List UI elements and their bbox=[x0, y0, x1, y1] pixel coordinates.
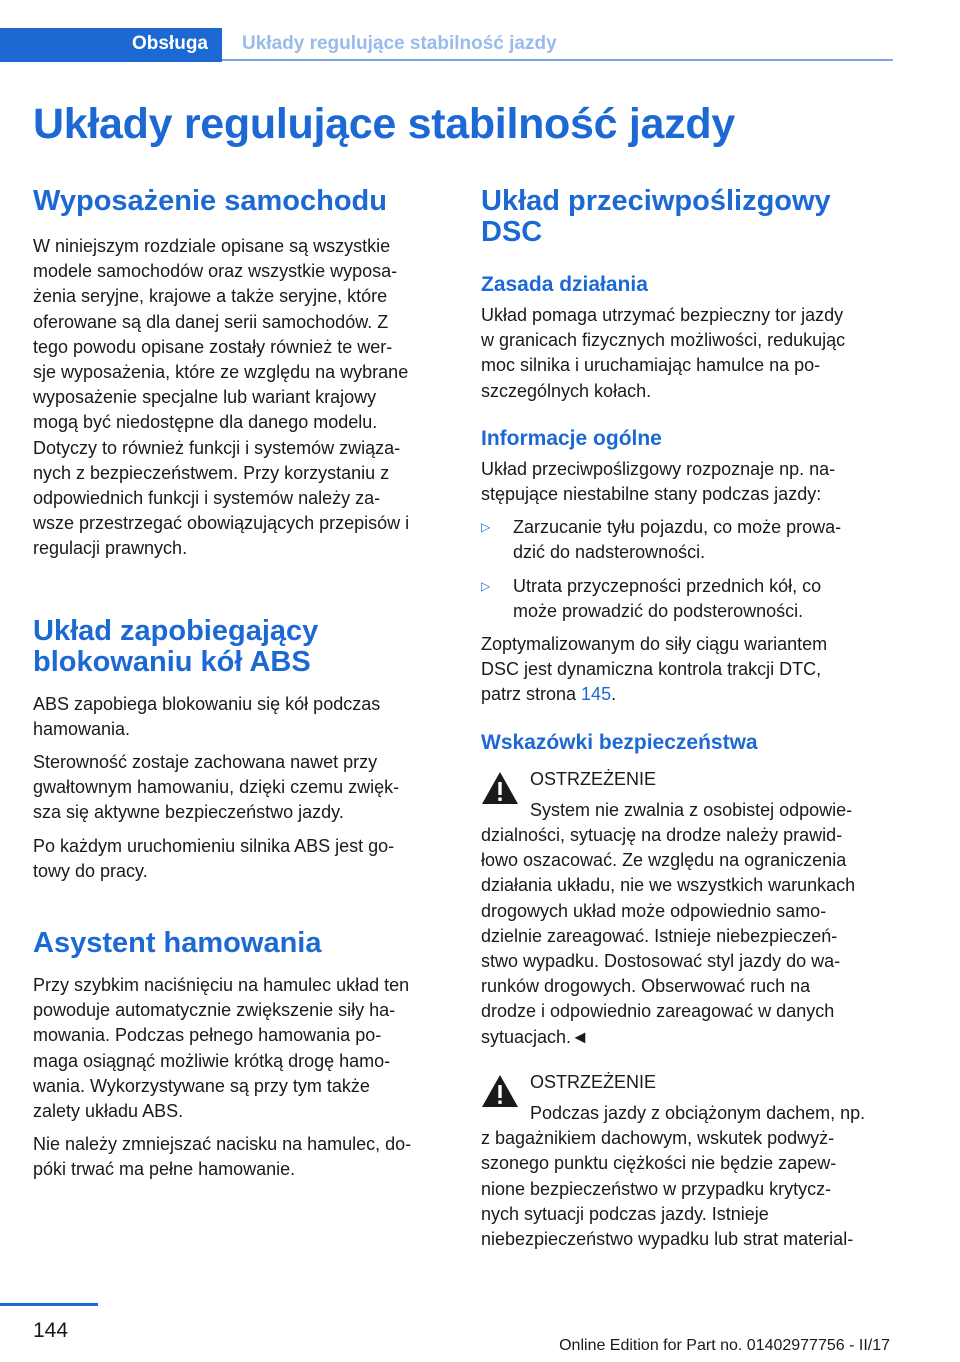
text-line: nione bezpieczeństwo w przypadku krytycz‐ bbox=[481, 1178, 832, 1199]
text-line: drogowych układ może odpowiednio samo‐ bbox=[481, 900, 827, 921]
heading-line: DSC bbox=[481, 216, 543, 248]
page-reference-link[interactable]: 145 bbox=[581, 684, 612, 705]
safety-heading: Wskazówki bezpieczeństwa bbox=[481, 730, 758, 754]
text-line: modele samochodów oraz wszystkie wyposa‐ bbox=[33, 261, 398, 282]
text-line: oferowane są dla danej serii samochodów. Z bbox=[33, 311, 389, 332]
text-line: stępujące niestabilne stany podczas jazdy: bbox=[481, 484, 822, 505]
warning-label: OSTRZEŻENIE bbox=[530, 1071, 657, 1092]
text-line: sza się aktywne bezpieczeństwo jazdy. bbox=[33, 802, 344, 823]
text-line: Dotyczy to również funkcji i systemów związa‐ bbox=[33, 437, 401, 458]
abs-paragraph-3 bbox=[33, 834, 451, 884]
list-item bbox=[481, 574, 899, 624]
principle-paragraph bbox=[481, 303, 899, 404]
text-line: Zoptymalizowanym do siły ciągu wariantem bbox=[481, 634, 828, 655]
triangle-bullet-icon: ▷ bbox=[481, 578, 491, 593]
text-line: stwo wypadku. Dostosować styl jazdy do wa‐ bbox=[481, 951, 841, 972]
text-line: w granicach fizycznych możliwości, redukując bbox=[481, 330, 846, 351]
text-line: W niniejszym rozdziale opisane są wszystkie bbox=[33, 236, 391, 256]
warning-text bbox=[481, 823, 899, 1050]
text-line: moc silnika i uruchamiając hamulce na po‐ bbox=[481, 355, 821, 376]
equipment-paragraph bbox=[33, 234, 451, 562]
text-line: odpowiednich funkcji i systemów należy za‐ bbox=[33, 488, 381, 509]
page-number: 144 bbox=[33, 1319, 69, 1342]
warning-triangle-icon bbox=[481, 1074, 519, 1108]
text-line: z bagażnikiem dachowym, wskutek podwyż‐ bbox=[481, 1128, 835, 1149]
ref-suffix: . bbox=[611, 684, 617, 705]
page-header bbox=[0, 28, 893, 62]
text-line: Przy szybkim naciśnięciu na hamulec układ ten bbox=[33, 975, 410, 996]
heading-line: Układ zapobiegający bbox=[33, 614, 319, 647]
text-line: nych sytuacji podczas jazdy. Istnieje bbox=[481, 1203, 769, 1224]
text-line: dzialności, sytuację na drodze należy prawid‐ bbox=[481, 825, 843, 846]
dtc-paragraph bbox=[481, 632, 899, 708]
text-line: żenia seryjne, krajowe a także seryjne, które bbox=[33, 286, 388, 307]
abs-heading bbox=[33, 616, 451, 678]
heading-line: Układ przeciwpoślizgowy bbox=[481, 185, 831, 217]
page-title: Układy regulujące stabilność jazdy bbox=[33, 100, 735, 148]
brake-assist-paragraph-2 bbox=[33, 1132, 451, 1182]
brake-assist-paragraph-1 bbox=[33, 973, 451, 1124]
footer-rule bbox=[0, 1303, 98, 1306]
text-line: runków drogowych. Obserwować ruch na bbox=[481, 976, 811, 997]
abs-paragraph-2 bbox=[33, 750, 451, 826]
text-line: może prowadzić do podsterowności. bbox=[513, 600, 804, 621]
text-line: DSC jest dynamiczna kontrola trakcji DTC, bbox=[481, 659, 822, 680]
general-info-heading: Informacje ogólne bbox=[481, 426, 662, 450]
abs-paragraph-1 bbox=[33, 692, 451, 742]
text-line: dzielnie zareagować. Istnieje niebezpieczeń‐ bbox=[481, 925, 838, 946]
right-column bbox=[481, 186, 899, 1252]
text-line: ABS zapobiega blokowaniu się kół podczas bbox=[33, 693, 381, 714]
text-line: sytuacjach.◄ bbox=[481, 1026, 589, 1047]
text-line: wyposażenie specjalne lub wariant krajowy bbox=[33, 387, 377, 408]
section-tab[interactable]: Obsługa bbox=[0, 28, 222, 62]
text-line: hamowania. bbox=[33, 718, 131, 739]
warning-triangle-icon bbox=[481, 771, 519, 805]
principle-heading: Zasada działania bbox=[481, 273, 648, 296]
warning-box bbox=[481, 1070, 899, 1252]
equipment-heading: Wyposażenie samochodu bbox=[33, 185, 387, 217]
text-line: gwałtownym hamowaniu, dzięki czemu zwięk‐ bbox=[33, 777, 400, 798]
heading-line: blokowaniu kół ABS bbox=[33, 645, 311, 678]
text-line: wania. Wykorzystywane są przy tym także bbox=[33, 1075, 370, 1096]
text-line: powoduje automatycznie zwiększenie siły ha‐ bbox=[33, 1000, 396, 1021]
breadcrumb[interactable]: Układy regulujące stabilność jazdy bbox=[242, 33, 557, 54]
dsc-heading bbox=[481, 186, 899, 248]
warning-first-line: System nie zwalnia z osobistej odpowie‐ bbox=[530, 799, 853, 820]
text-line: wsze przestrzegać obowiązujących przepisów i bbox=[33, 513, 410, 534]
text-line: póki trwać ma pełne hamowanie. bbox=[33, 1159, 296, 1180]
text-line: działania układu, nie we wszystkich warunkach bbox=[481, 875, 856, 896]
text-line: Po każdym uruchomieniu silnika ABS jest go‐ bbox=[33, 835, 395, 856]
text-line: nych z bezpieczeństwem. Przy korzystaniu z bbox=[33, 462, 390, 483]
warning-first-line: Podczas jazdy z obciążonym dachem, np. bbox=[530, 1103, 866, 1124]
text-line: drodze i odpowiednio zareagować w danych bbox=[481, 1001, 835, 1022]
header-rule bbox=[222, 59, 893, 61]
triangle-bullet-icon: ▷ bbox=[481, 520, 491, 535]
text-line: mogą być niedostępne dla danego modelu. bbox=[33, 412, 378, 433]
text-line: tego powodu opisane zostały również te wer‐ bbox=[33, 336, 393, 357]
text-line: regulacji prawnych. bbox=[33, 538, 188, 559]
text-line: Układ pomaga utrzymać bezpieczny tor jazdy bbox=[481, 305, 844, 325]
edition-note: Online Edition for Part no. 01402977756 - II/17 bbox=[559, 1337, 890, 1354]
text-line: maga osiągnąć możliwie krótką drogę hamo‐ bbox=[33, 1050, 391, 1071]
text-line: sje wyposażenia, które ze względu na wybrane bbox=[33, 362, 409, 383]
text-line: Zarzucanie tyłu pojazdu, co może prowa‐ bbox=[513, 517, 842, 538]
text-line bbox=[481, 682, 899, 707]
text-line: zalety układu ABS. bbox=[33, 1101, 184, 1122]
warning-label: OSTRZEŻENIE bbox=[530, 768, 657, 789]
text-line: niebezpieczeństwo wypadku lub strat material‐ bbox=[481, 1229, 854, 1250]
text-line: szczególnych kołach. bbox=[481, 380, 652, 401]
text-line: mowania. Podczas pełnego hamowania po‐ bbox=[33, 1025, 382, 1046]
ref-prefix: patrz strona bbox=[481, 684, 582, 705]
text-line: Układ przeciwpoślizgowy rozpoznaje np. na‐ bbox=[481, 458, 836, 479]
text-line: Nie należy zmniejszać nacisku na hamulec, do‐ bbox=[33, 1134, 412, 1155]
text-line: Utrata przyczepności przednich kół, co bbox=[513, 575, 822, 596]
brake-assist-heading: Asystent hamowania bbox=[33, 927, 322, 960]
warning-box bbox=[481, 767, 899, 1050]
general-info-paragraph bbox=[481, 457, 899, 507]
text-line: towy do pracy. bbox=[33, 860, 148, 881]
text-line: szonego punktu ciężkości nie będzie zapew‐ bbox=[481, 1153, 837, 1174]
text-line: łowo oszacować. Ze względu na ograniczenia bbox=[481, 850, 847, 871]
left-column bbox=[33, 186, 451, 1183]
warning-text bbox=[481, 1126, 899, 1252]
text-line: Sterowność zostaje zachowana nawet przy bbox=[33, 752, 378, 773]
text-line: dzić do nadsterowności. bbox=[513, 542, 706, 563]
list-item bbox=[481, 515, 899, 565]
